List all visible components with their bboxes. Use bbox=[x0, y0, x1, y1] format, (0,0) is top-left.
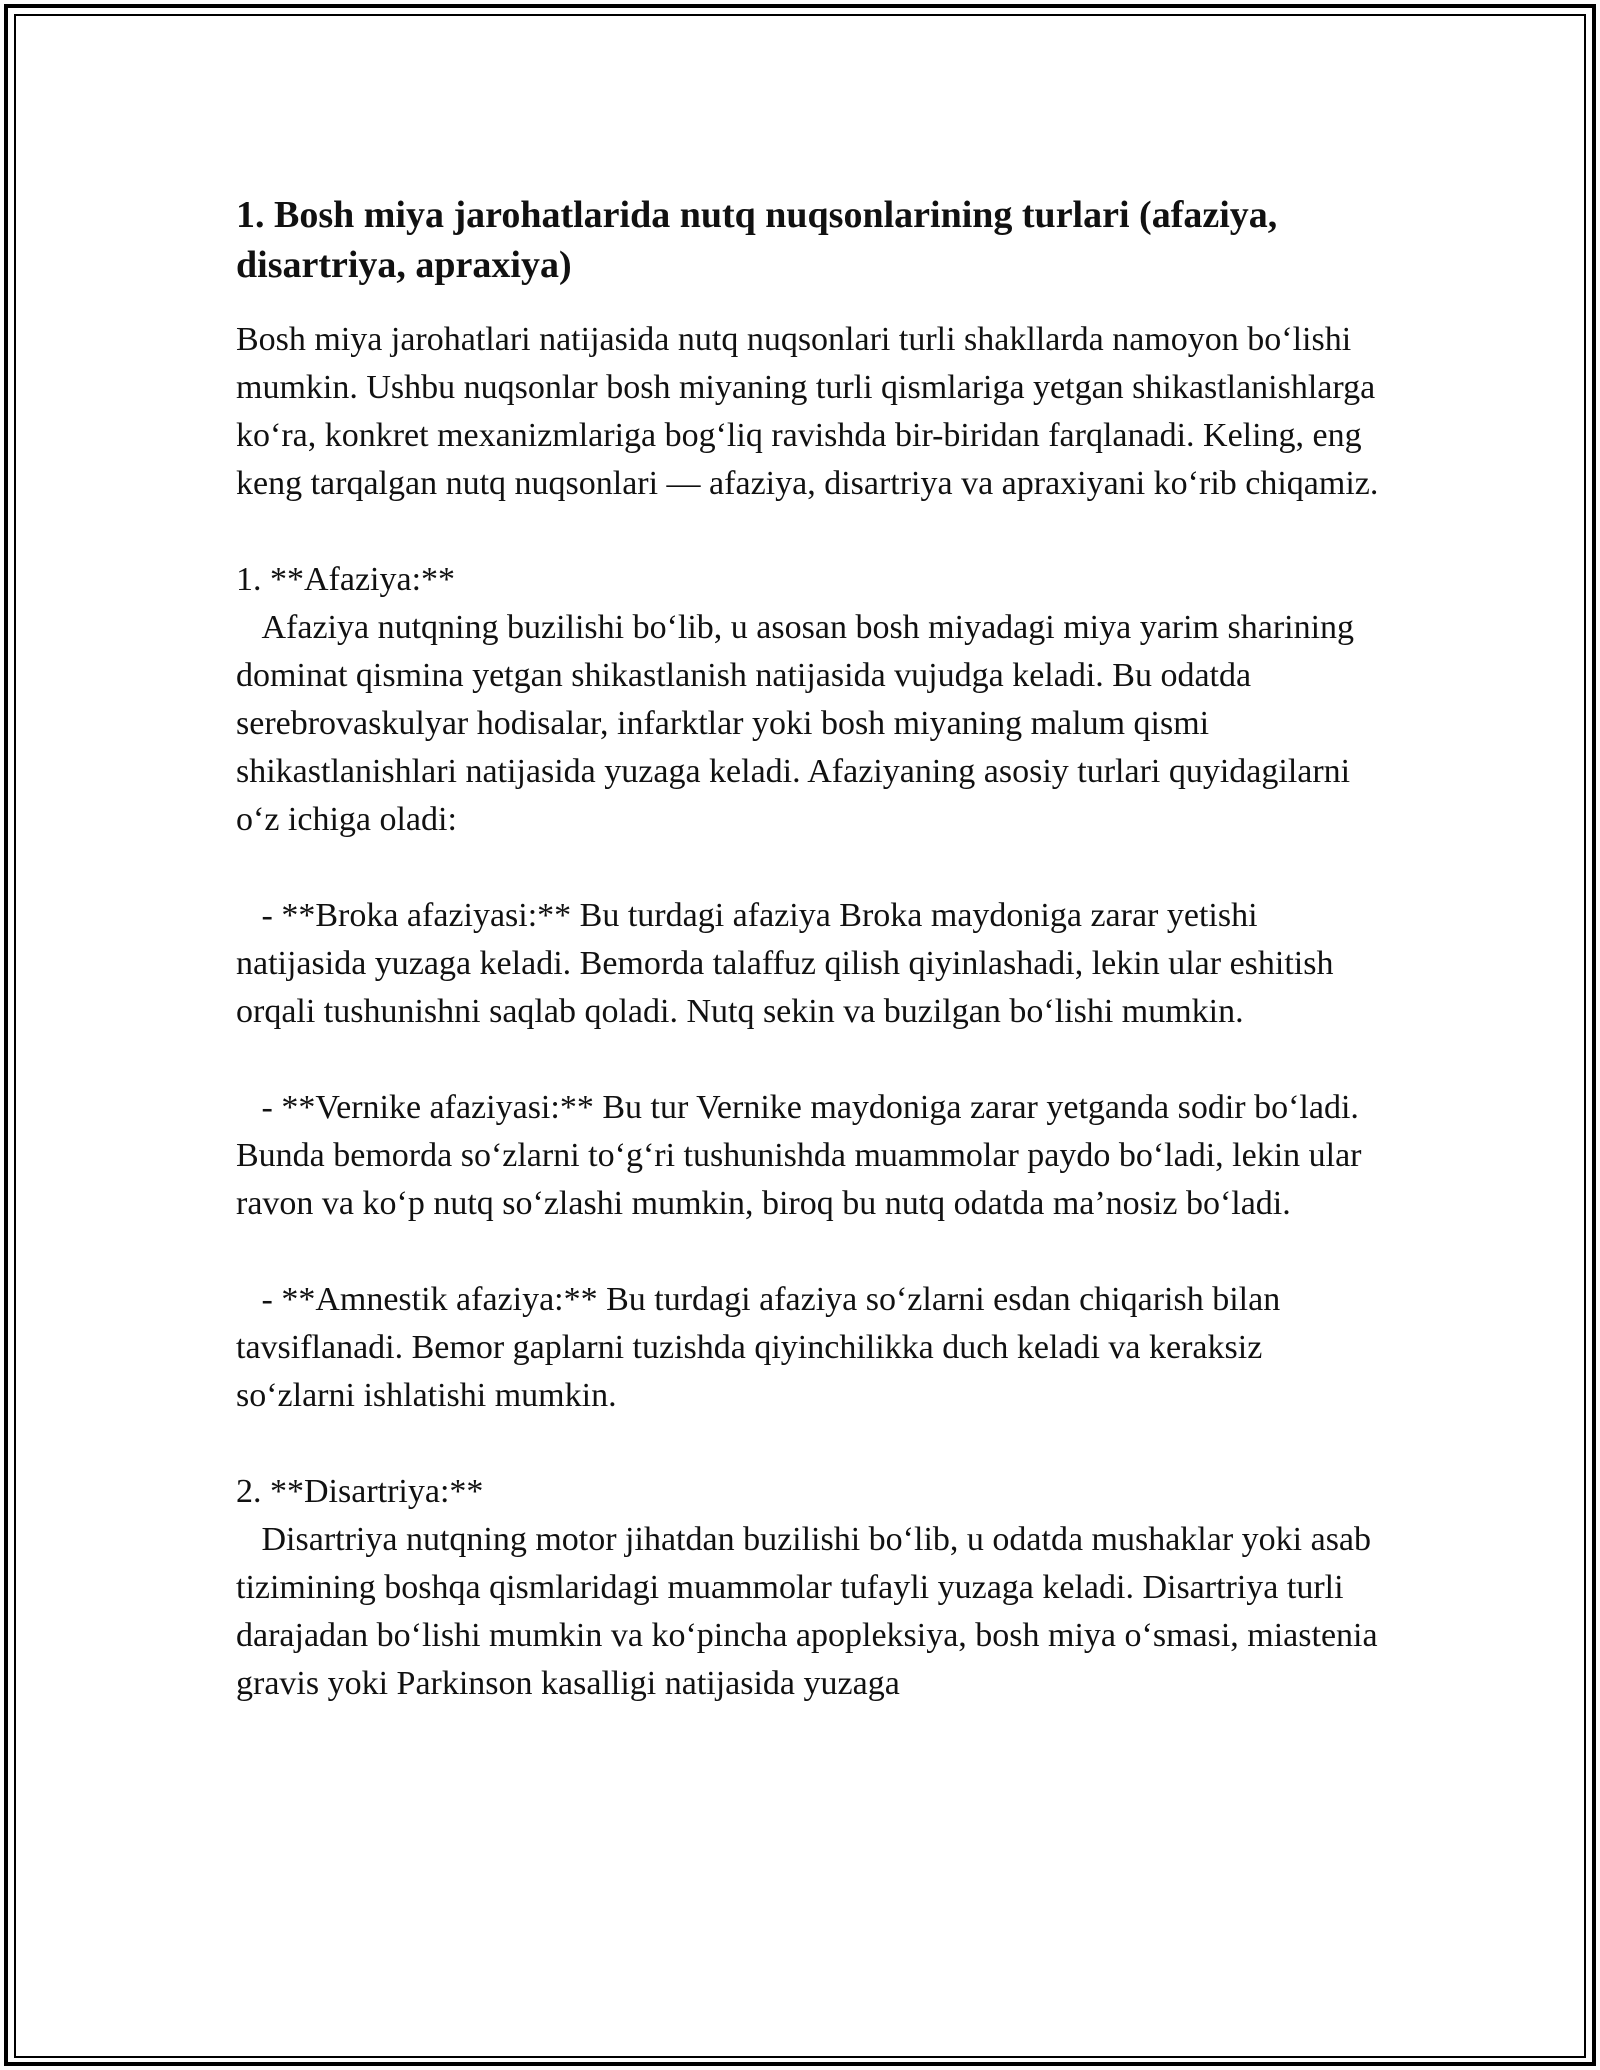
section-heading-disartriya: 2. **Disartriya:** bbox=[236, 1473, 484, 1510]
document-title: 1. Bosh miya jarohatlarida nutq nuqsonlarining turlari (afaziya, disartriya, apraxiya) bbox=[236, 194, 1278, 286]
section-heading-afaziya: 1. **Afaziya:** bbox=[236, 561, 456, 598]
paragraph-gap bbox=[236, 1036, 1386, 1084]
paragraph-gap bbox=[236, 1420, 1386, 1468]
paragraph-gap bbox=[236, 508, 1386, 556]
paragraph-gap bbox=[236, 1228, 1386, 1276]
list-item-amnestik: - **Amnestik afaziya:** Bu turdagi afaziya so‘zlarni esdan chiqarish bilan tavsiflanadi. Bemor gaplarni tuzishda qiyinchilikka duch keladi va keraksiz so‘zlarni ishlatishi mumkin. bbox=[236, 1281, 1289, 1414]
section-body-disartriya: Disartriya nutqning motor jihatdan buzilishi bo‘lib, u odatda mushaklar yoki asab tizimining boshqa qismlaridagi muammolar tufayli yuzaga keladi. Disartriya turli darajadan bo‘lishi mumkin va ko‘pincha apopleksiya, bosh miya o‘smasi, miastenia gravis yoki Parkinson kasalligi natijasida yuzaga bbox=[236, 1521, 1387, 1702]
section-body-afaziya: Afaziya nutqning buzilishi bo‘lib, u asosan bosh miyadagi miya yarim sharining dominat qismina yetgan shikastlanish natijasida vujudga keladi. Bu odatda serebrovaskulyar hodisalar, infarktlar yoki bosh miyaning malum qismi shikastlanishlari natijasida yuzaga keladi. Afaziyaning asosiy turlari quyidagilarni o‘z ichiga oladi: bbox=[236, 609, 1363, 838]
list-item-vernike: - **Vernike afaziyasi:** Bu tur Vernike maydoniga zarar yetganda sodir bo‘ladi. Bunda bemorda so‘zlarni to‘g‘ri tushunishda muammolar paydo bo‘ladi, lekin ular ravon va ko‘p nutq so‘zlashi mumkin, biroq bu nutq odatda ma’nosiz bo‘ladi. bbox=[236, 1089, 1371, 1222]
paragraph-gap bbox=[236, 844, 1386, 892]
list-item-broka: - **Broka afaziyasi:** Bu turdagi afaziya Broka maydoniga zarar yetishi natijasida yuzaga keladi. Bemorda talaffuz qilish qiyinlashadi, lekin ular eshitish orqali tushunishni saqlab qoladi. Nutq sekin va buzilgan bo‘lishi mumkin. bbox=[236, 897, 1342, 1030]
document-page bbox=[236, 190, 1386, 1708]
intro-paragraph: Bosh miya jarohatlari natijasida nutq nuqsonlari turli shakllarda namoyon bo‘lishi mumkin. Ushbu nuqsonlar bosh miyaning turli qismlariga yetgan shikastlanishlarga ko‘ra, konkret mexanizmlariga bog‘liq ravishda bir-biridan farqlanadi. Keling, eng keng tarqalgan nutq nuqsonlari — afaziya, disartriya va apraxiyani ko‘rib chiqamiz. bbox=[236, 321, 1384, 502]
